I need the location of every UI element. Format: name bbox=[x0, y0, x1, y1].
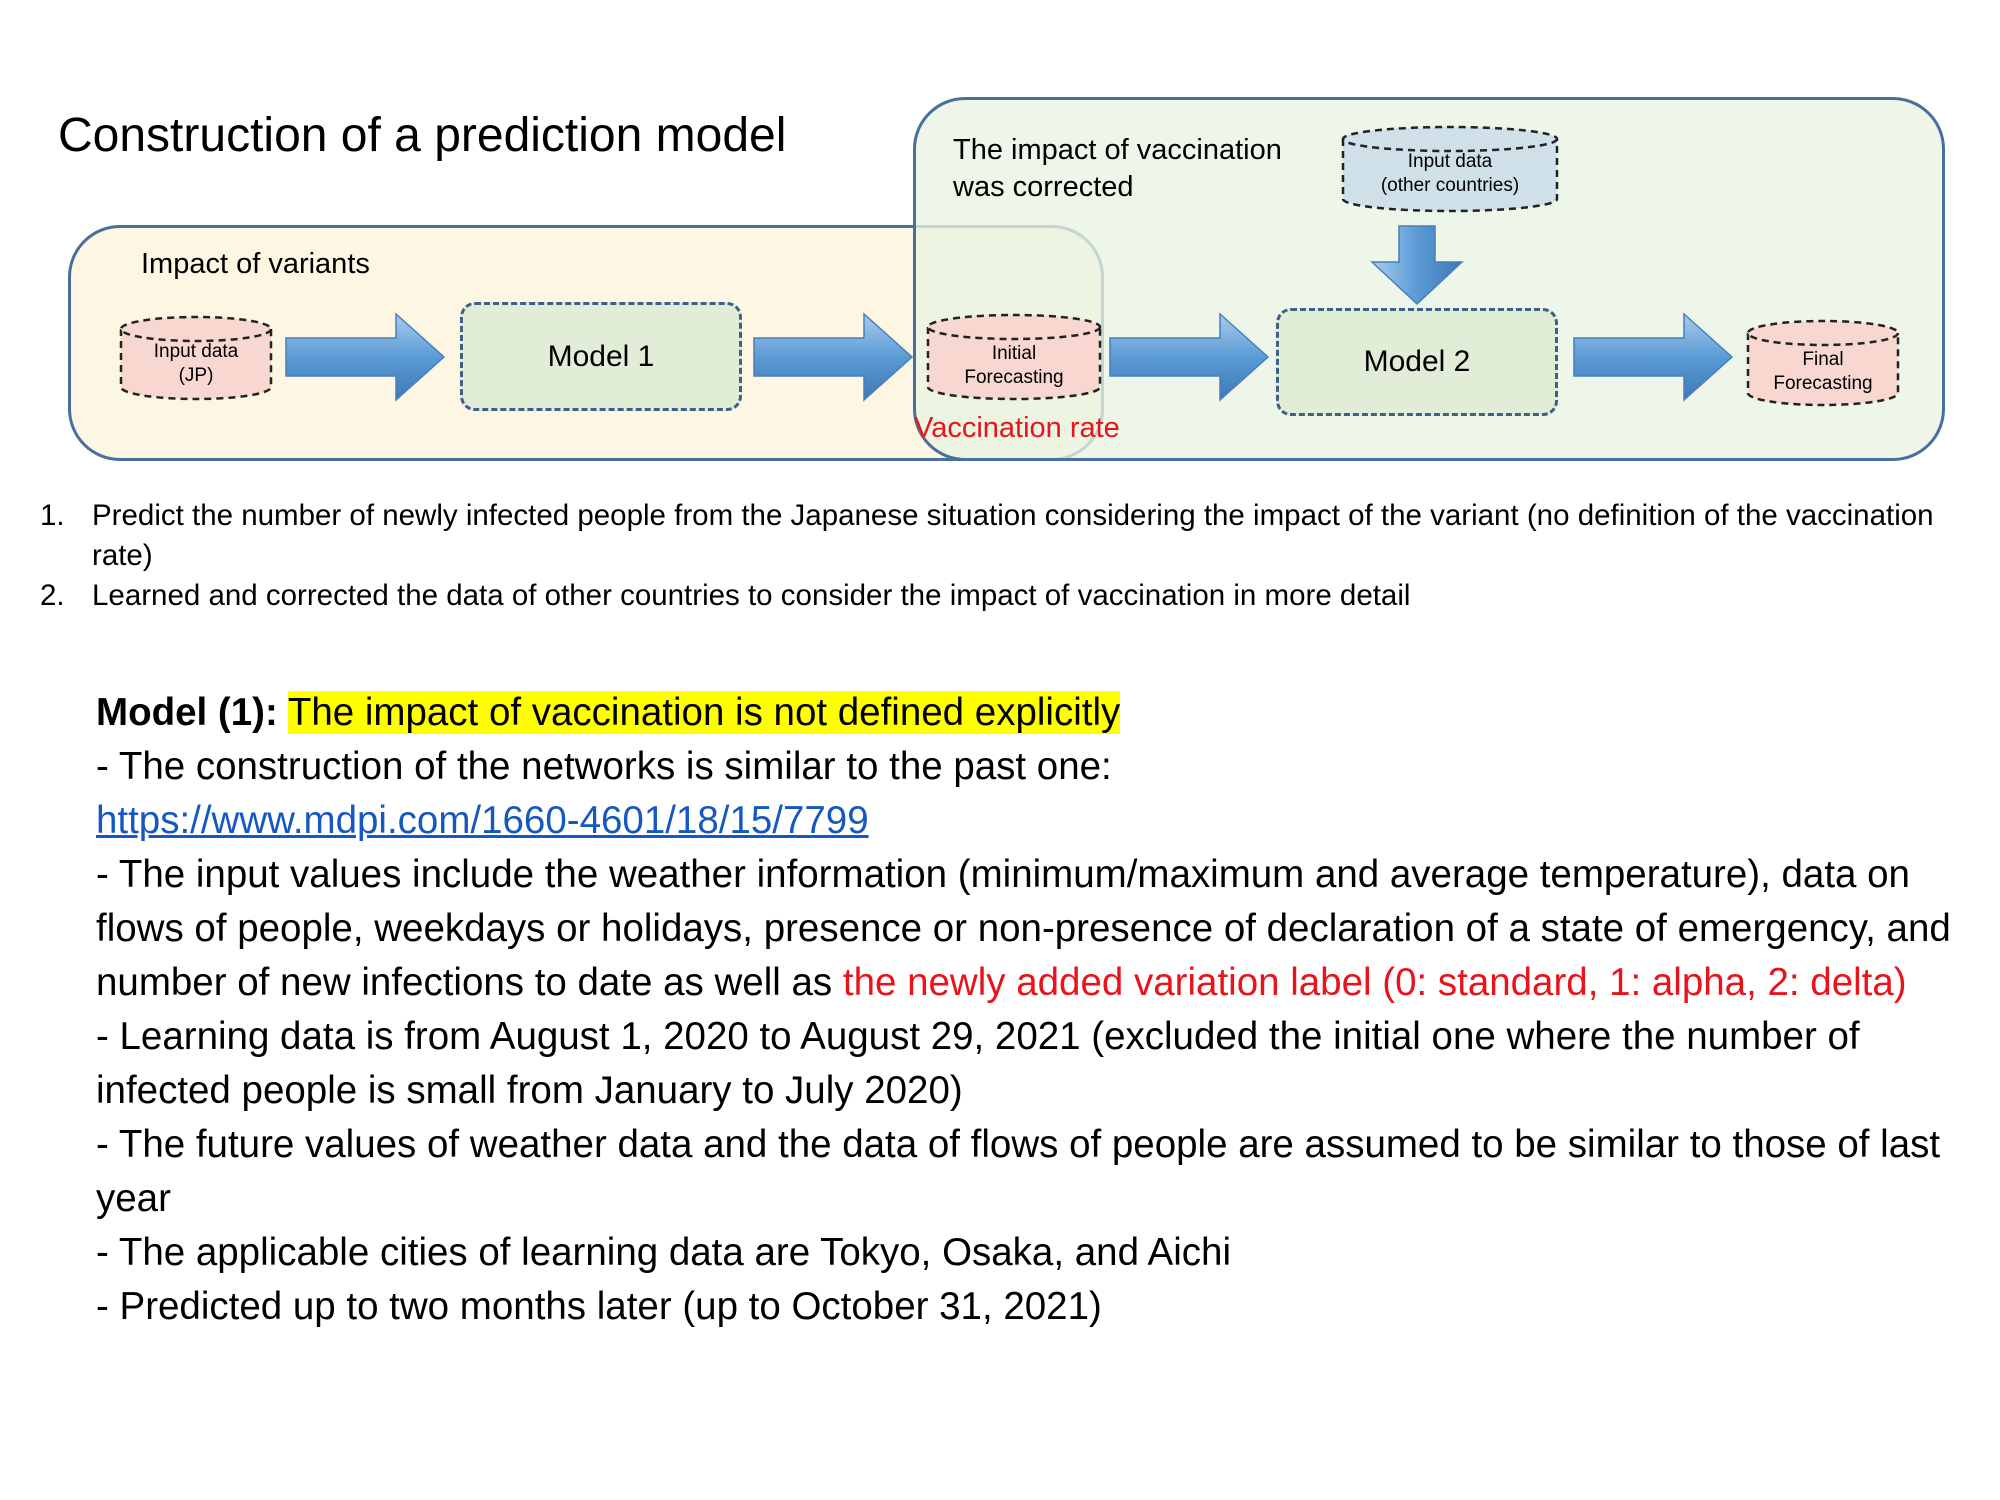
note-line: - Learning data is from August 1, 2020 to August 29, 2021 (excluded the initial one where the number of infected people is small from January to July 2020) bbox=[96, 1015, 1860, 1112]
list-item: 1. Predict the number of newly infected people from the Japanese situation considering the impact of the variant (no definition of the vaccination rate) bbox=[40, 499, 1934, 572]
page-title: Construction of a prediction model bbox=[58, 109, 787, 162]
variants-region-label: Impact of variants bbox=[141, 248, 370, 280]
note-line: - The construction of the networks is similar to the past one: bbox=[96, 745, 1112, 788]
steps-list bbox=[40, 496, 1960, 616]
list-item: 2. Learned and corrected the data of other countries to consider the impact of vaccination in more detail bbox=[40, 579, 1411, 612]
input-data-jp-cylinder: Input data (JP) bbox=[118, 314, 274, 402]
arrow-right-icon bbox=[1572, 312, 1734, 402]
note-line: - The input values include the weather information (minimum/maximum and average temperature), data on flows of people, weekdays or holidays, presence or non-presence of declaration of a state of emergency, and number of new infections to date as well as the newly added variation label (0: standard, 1: alpha, 2: delta) bbox=[96, 853, 1951, 1004]
highlighted-heading: The impact of vaccination is not defined explicitly bbox=[287, 691, 1121, 734]
final-forecasting-cylinder: Final Forecasting bbox=[1745, 318, 1901, 408]
arrow-right-icon bbox=[1108, 312, 1270, 402]
initial-forecasting-cylinder: Initial Forecasting bbox=[925, 312, 1103, 402]
model-1-notes bbox=[96, 686, 1976, 1334]
arrow-right-icon bbox=[752, 312, 914, 402]
model-1-box: Model 1 bbox=[460, 302, 742, 411]
arrow-down-icon bbox=[1370, 224, 1464, 306]
note-line: - Predicted up to two months later (up to October 31, 2021) bbox=[96, 1285, 1102, 1328]
arrow-right-icon bbox=[284, 312, 446, 402]
vaccination-region-label: The impact of vaccination was corrected bbox=[953, 134, 1282, 203]
input-data-other-countries-cylinder: Input data (other countries) bbox=[1340, 124, 1560, 214]
model-2-box: Model 2 bbox=[1276, 308, 1558, 416]
reference-link[interactable]: https://www.mdpi.com/1660-4601/18/15/7799 bbox=[96, 799, 869, 842]
vaccination-rate-label: Vaccination rate bbox=[914, 412, 1120, 444]
model-1-heading: Model (1): The impact of vaccination is not defined explicitly bbox=[96, 691, 1121, 734]
variation-label-note: the newly added variation label (0: standard, 1: alpha, 2: delta) bbox=[842, 961, 1907, 1004]
note-line: - The applicable cities of learning data are Tokyo, Osaka, and Aichi bbox=[96, 1231, 1231, 1274]
note-line: - The future values of weather data and the data of flows of people are assumed to be similar to those of last year bbox=[96, 1123, 1941, 1220]
